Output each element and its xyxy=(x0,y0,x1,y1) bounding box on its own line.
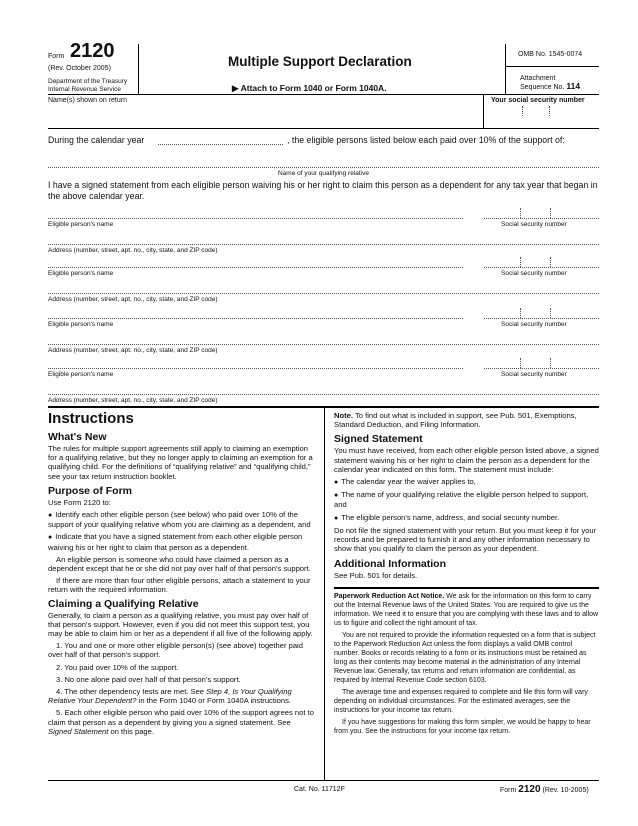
eligible-person-ssn-label: Social security number xyxy=(501,221,567,228)
additional-info-heading: Additional Information xyxy=(334,558,446,571)
pra-paragraph: The average time and expenses required to complete and file this form will vary depending on individual circumstances. For the estimated averages, see the instructions for your income tax return. xyxy=(334,688,588,714)
claiming-text: Generally, to claim a person as a qualifying relative, you must pay over half of that person's support. However, even if you did not meet this support test, you may be able to claim him or her as a dependent if all five of the following apply. xyxy=(48,610,313,639)
department: Department of the Treasury xyxy=(48,78,128,85)
eligible-person-address-field[interactable] xyxy=(48,336,599,345)
condition-3: 3. No one alone paid over half of that person's support. xyxy=(56,674,241,684)
support-note: Note. To find out what is included in support, see Pub. 501, Exemptions, Standard Deduction, and Filing Information. xyxy=(334,411,577,430)
instructions-heading: Instructions xyxy=(48,410,134,427)
eligible-person-address-label: Address (number, street, apt. no., city, state, and ZIP code) xyxy=(48,397,218,404)
eligible-person-ssn-label: Social security number xyxy=(501,371,567,378)
catalog-number: Cat. No. 11712F xyxy=(294,786,345,793)
arrow-right-icon: ▶ xyxy=(232,83,239,93)
eligible-person-ssn-field[interactable] xyxy=(484,360,599,369)
eligible-person-name-label: Eligible person's name xyxy=(48,321,114,328)
instructions-left-column xyxy=(48,410,316,739)
eligible-person-ssn-label: Social security number xyxy=(501,321,567,328)
condition-2: 2. You paid over 10% of the support. xyxy=(56,662,179,672)
eligible-person-name-field[interactable] xyxy=(48,210,463,219)
relative-name-label: Name of your qualifying relative xyxy=(277,170,370,177)
claiming-heading: Claiming a Qualifying Relative xyxy=(48,597,199,610)
form-number: 2120 xyxy=(70,40,115,62)
eligible-person-ssn-label: Social security number xyxy=(501,270,567,277)
attachment-label: Attachment xyxy=(520,75,556,82)
paperwork-notice xyxy=(334,587,599,736)
qualifying-relative-field[interactable] xyxy=(48,158,599,168)
omb-number: OMB No. 1545-0074 xyxy=(518,51,583,58)
condition-5: 5. Each other eligible person who paid over 10% of the support agrees not to claim that person as a dependent by giving you a signed statement. See Signed Statement on this page. xyxy=(48,708,314,736)
eligible-person-name-label: Eligible person's name xyxy=(48,221,114,228)
instructions-right-column xyxy=(334,411,599,739)
footer-rule xyxy=(48,780,599,781)
signed-bullet: ● The eligible person's name, address, and social security number. xyxy=(334,513,599,523)
eligible-person-address-field[interactable] xyxy=(48,285,599,294)
signed-statement-heading: Signed Statement xyxy=(334,433,423,446)
eligible-person-name-field[interactable] xyxy=(48,310,463,319)
footer-form-id: Form 2120 (Rev. 10-2005) xyxy=(500,784,589,795)
eligible-person-text: An eligible person is someone who could have claimed a person as a dependent except that he or she did not pay over half of that person's support. xyxy=(48,554,311,574)
signed-bullet: ● The calendar year the waiver applies to, xyxy=(334,477,599,487)
revision-date: (Rev. October 2005) xyxy=(48,65,111,72)
purpose-heading: Purpose of Form xyxy=(48,484,133,497)
condition-4: 4. The other dependency tests are met. See Step 4, Is Your Qualifying Relative Your Dependent? in the Form 1040 or Form 1040A instructions. xyxy=(48,687,292,706)
column-divider xyxy=(324,408,325,780)
purpose-intro: Use Form 2120 to: xyxy=(48,497,111,507)
eligible-person-ssn-field[interactable] xyxy=(484,210,599,219)
more-than-four-text: If there are more than four other eligible persons, attach a statement to your return with the required information. xyxy=(48,576,311,595)
whats-new-text: The rules for multiple support agreements still apply to claiming an exemption for a qualifying relative, but they no longer apply to claiming an exemption for a qualifying child. For the definitions of “qualifying relative” and “qualifying child,” see your tax return instruction booklet. xyxy=(48,444,313,481)
eligible-person-address-label: Address (number, street, apt. no., city, state, and ZIP code) xyxy=(48,247,218,254)
eligible-person-address-field[interactable] xyxy=(48,236,599,245)
purpose-bullet: ● Identify each other eligible person (see below) who paid over 10% of the support of your qualifying relative whom you are claiming as a dependent, and xyxy=(48,510,316,529)
whats-new-heading: What's New xyxy=(48,431,107,443)
additional-info-text: See Pub. 501 for details. xyxy=(334,571,418,581)
eligible-person-name-field[interactable] xyxy=(48,360,463,369)
purpose-bullet: ● Indicate that you have a signed statement from each other eligible person waiving his or her right to claim that person as a dependent. xyxy=(48,532,316,551)
names-shown-label: Name(s) shown on return xyxy=(48,97,127,104)
attach-instruction: ▶ Attach to Form 1040 or Form 1040A. xyxy=(232,83,387,93)
eligible-person-address-label: Address (number, street, apt. no., city, state, and ZIP code) xyxy=(48,296,218,303)
agency: Internal Revenue Service xyxy=(48,86,121,93)
during-label: During the calendar year xyxy=(48,135,145,145)
eligible-person-ssn-field[interactable] xyxy=(484,259,599,268)
keep-records-text: Do not file the signed statement with your return. But you must keep it for your records and be prepared to furnish it and any other information necessary to show that you qualify to claim the person as your dependent. xyxy=(334,525,597,554)
your-ssn-field[interactable] xyxy=(486,104,598,126)
calendar-year-field[interactable] xyxy=(158,135,283,145)
names-field[interactable] xyxy=(48,104,480,126)
eligible-person-address-field[interactable] xyxy=(48,386,599,395)
condition-1: 1. You and one or more other eligible person(s) (see above) together paid over half of that person's support. xyxy=(48,641,303,660)
pra-paragraph: You are not required to provide the information requested on a form that is subject to the Paperwork Reduction Act unless the form displays a valid OMB control number. Books or records relating to a form or its instructions must be retained as long as their contents may become material in the administration of any Internal Revenue law. Generally, tax returns and return information are confidential, as required by Internal Revenue Code section 6103. xyxy=(334,631,596,684)
waiver-statement: I have a signed statement from each eligible person waiving his or her right to claim this person as a dependent for any tax year that began in the above calendar year. xyxy=(48,180,598,201)
eligible-persons-text: , the eligible persons listed below each paid over 10% of the support of: xyxy=(287,135,565,145)
signed-bullet: ● The name of your qualifying relative the eligible person helped to support, and xyxy=(334,490,599,509)
eligible-person-address-label: Address (number, street, apt. no., city, state, and ZIP code) xyxy=(48,347,218,354)
eligible-person-name-label: Eligible person's name xyxy=(48,371,114,378)
pra-paragraph: If you have suggestions for making this form simpler, we would be happy to hear from you. See the instructions for your income tax return. xyxy=(334,718,591,735)
eligible-person-ssn-field[interactable] xyxy=(484,310,599,319)
sequence: Sequence No. 114 xyxy=(520,81,581,91)
eligible-person-name-field[interactable] xyxy=(48,259,463,268)
pra-paragraph: Paperwork Reduction Act Notice. We ask for the information on this form to carry out the Internal Revenue laws of the United States. You are required to give us the information. We need it to ensure that you are complying with these laws and to allow us to figure and collect the right amount of tax. xyxy=(334,592,599,627)
your-ssn-label: Your social security number xyxy=(491,97,585,104)
signed-statement-text: You must have received, from each other eligible person listed above, a signed statement waiving his or her right to claim the person as a dependent for the calendar year indicated on this form. The statement must include: xyxy=(334,446,599,474)
eligible-person-name-label: Eligible person's name xyxy=(48,270,114,277)
form-word: Form xyxy=(48,53,65,60)
form-title: Multiple Support Declaration xyxy=(228,54,412,69)
